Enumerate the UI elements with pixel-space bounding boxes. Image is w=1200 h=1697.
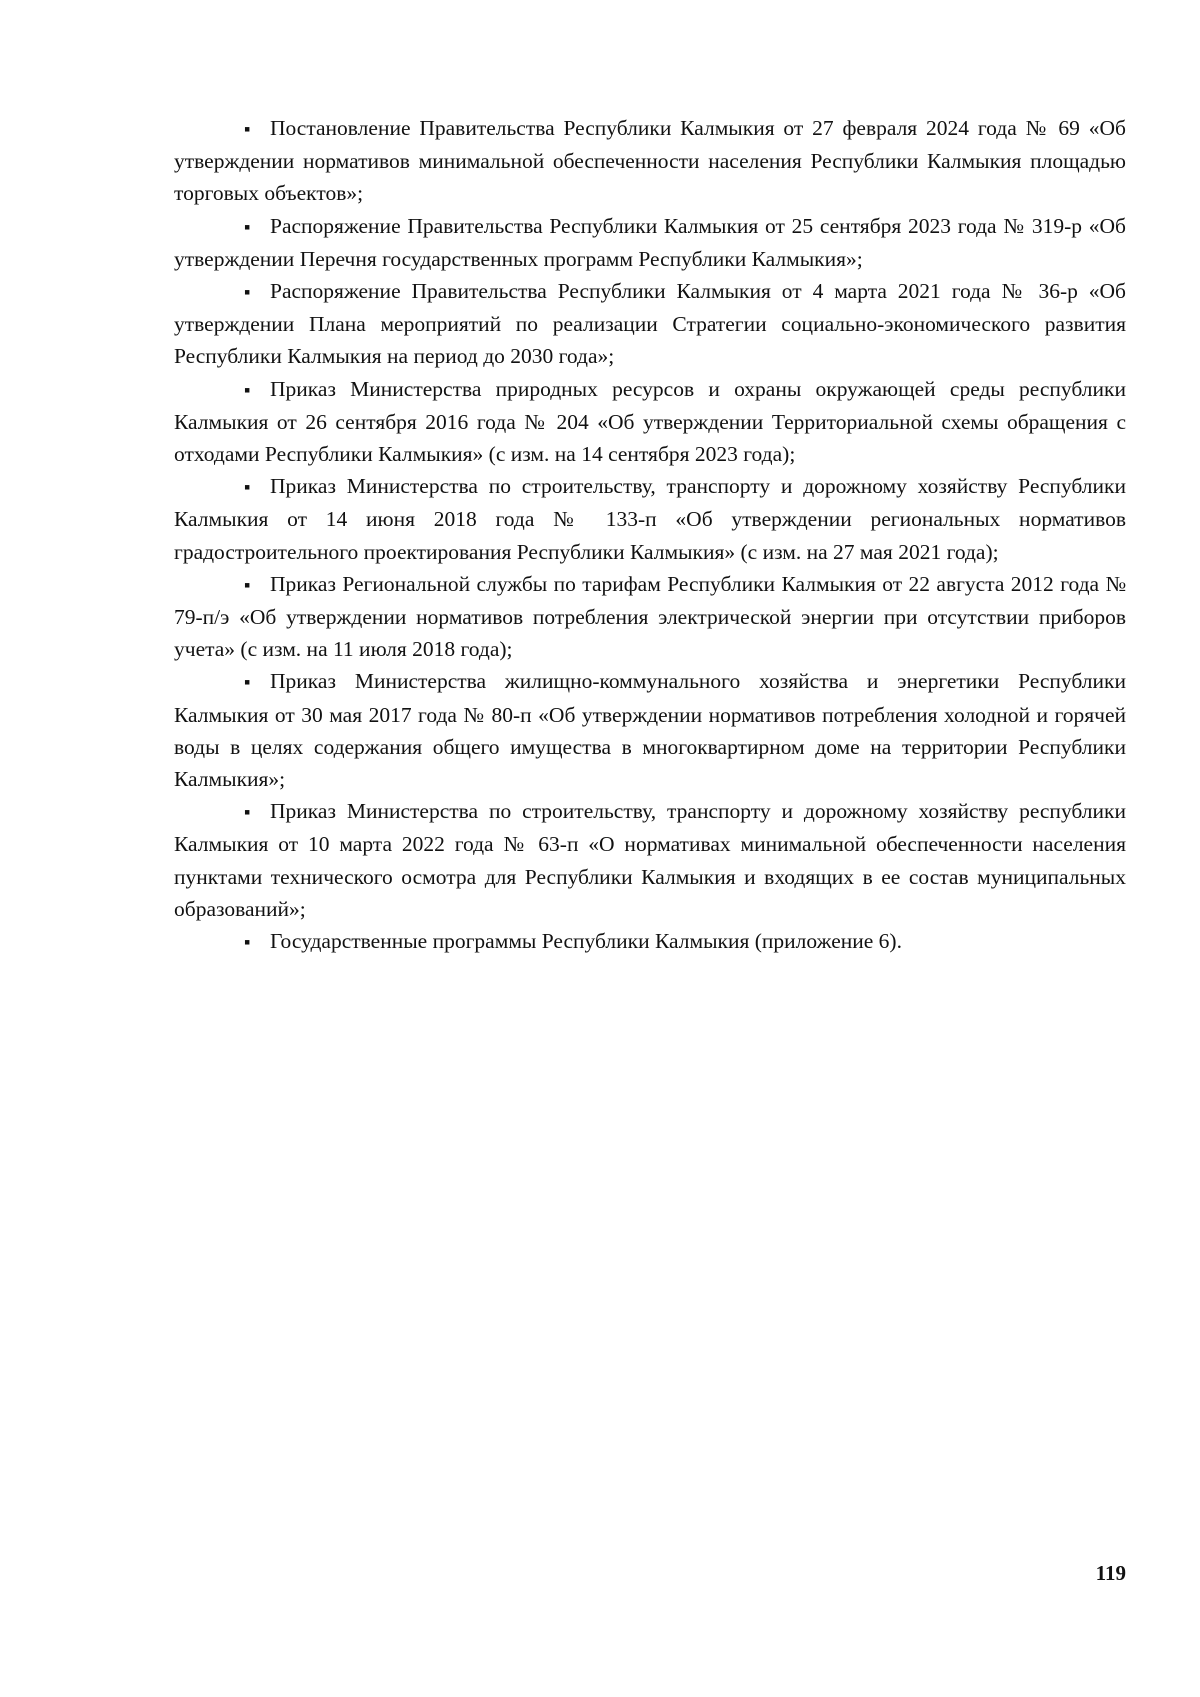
list-item-text: Приказ Министерства по строительству, транспорту и дорожному хозяйству республики Калмыкия от 10 марта 2022 года № 63-п «О нормативах минимальной обеспеченности населения пунктами технического осмотра для Республики Калмыкия и входящих в ее состав муниципальных образований»; [174,799,1126,921]
list-item-text: Приказ Региональной службы по тарифам Республики Калмыкия от 22 августа 2012 года № 79-п/э «Об утверждении нормативов потребления электрической энергии при отсутствии приборов учета» (с изм. на 11 июля 2018 года); [174,571,1126,662]
list-item-text: Приказ Министерства жилищно-коммунального хозяйства и энергетики Республики Калмыкия от 30 мая 2017 года № 80-п «Об утверждении нормативов потребления холодной и горячей воды в целях содержания общего имущества в многоквартирном доме на территории Республики Калмыкия»; [174,669,1126,792]
list-item-text: Распоряжение Правительства Республики Калмыкия от 4 марта 2021 года № 36-р «Об утверждении Плана мероприятий по реализации Стратегии социально-экономического развития Республики Калмыкия на период до 2030 года»; [174,279,1126,369]
list-item-text: Постановление Правительства Республики Калмыкия от 27 февраля 2024 года № 69 «Об утверждении нормативов минимальной обеспеченности населения Республики Калмыкия площадью торговых объектов»; [174,116,1126,206]
list-item [174,925,1126,958]
bullet-marker: ▪ [244,477,251,498]
list-item [174,210,1126,275]
list-item-text: Распоряжение Правительства Республики Калмыкия от 25 сентября 2023 года № 319-р «Об утверждении Перечня государственных программ Республики Калмыкия»; [174,213,1126,271]
list-item [174,568,1126,666]
bullet-marker: ▪ [244,672,251,693]
list-item [174,112,1126,210]
list-item [174,275,1126,373]
bullet-marker: ▪ [244,379,251,400]
bullet-marker: ▪ [244,119,251,139]
bullet-marker: ▪ [244,574,251,595]
bullet-marker: ▪ [244,282,251,303]
list-item [174,373,1126,471]
bullet-marker: ▪ [244,216,251,237]
list-item [174,795,1126,925]
list-item [174,665,1126,795]
list-item-text: Государственные программы Республики Калмыкия (приложение 6). [270,929,902,954]
document-body [174,112,1126,958]
list-item [174,470,1126,568]
bullet-marker: ▪ [244,932,251,953]
page-number: 119 [1095,1561,1126,1585]
list-item-text: Приказ Министерства природных ресурсов и охраны окружающей среды республики Калмыкия от 26 сентября 2016 года № 204 «Об утверждении Территориальной схемы обращения с отходами Республики Калмыкия» (с изм. на 14 сентября 2023 года); [174,376,1126,467]
list-item-text: Приказ Министерства по строительству, транспорту и дорожному хозяйству Республики Калмыкия от 14 июня 2018 года № 133-п «Об утверждении региональных нормативов градостроительного проектирования Республики Калмыкия» (с изм. на 27 мая 2021 года); [174,474,1126,564]
bullet-marker: ▪ [244,802,251,823]
